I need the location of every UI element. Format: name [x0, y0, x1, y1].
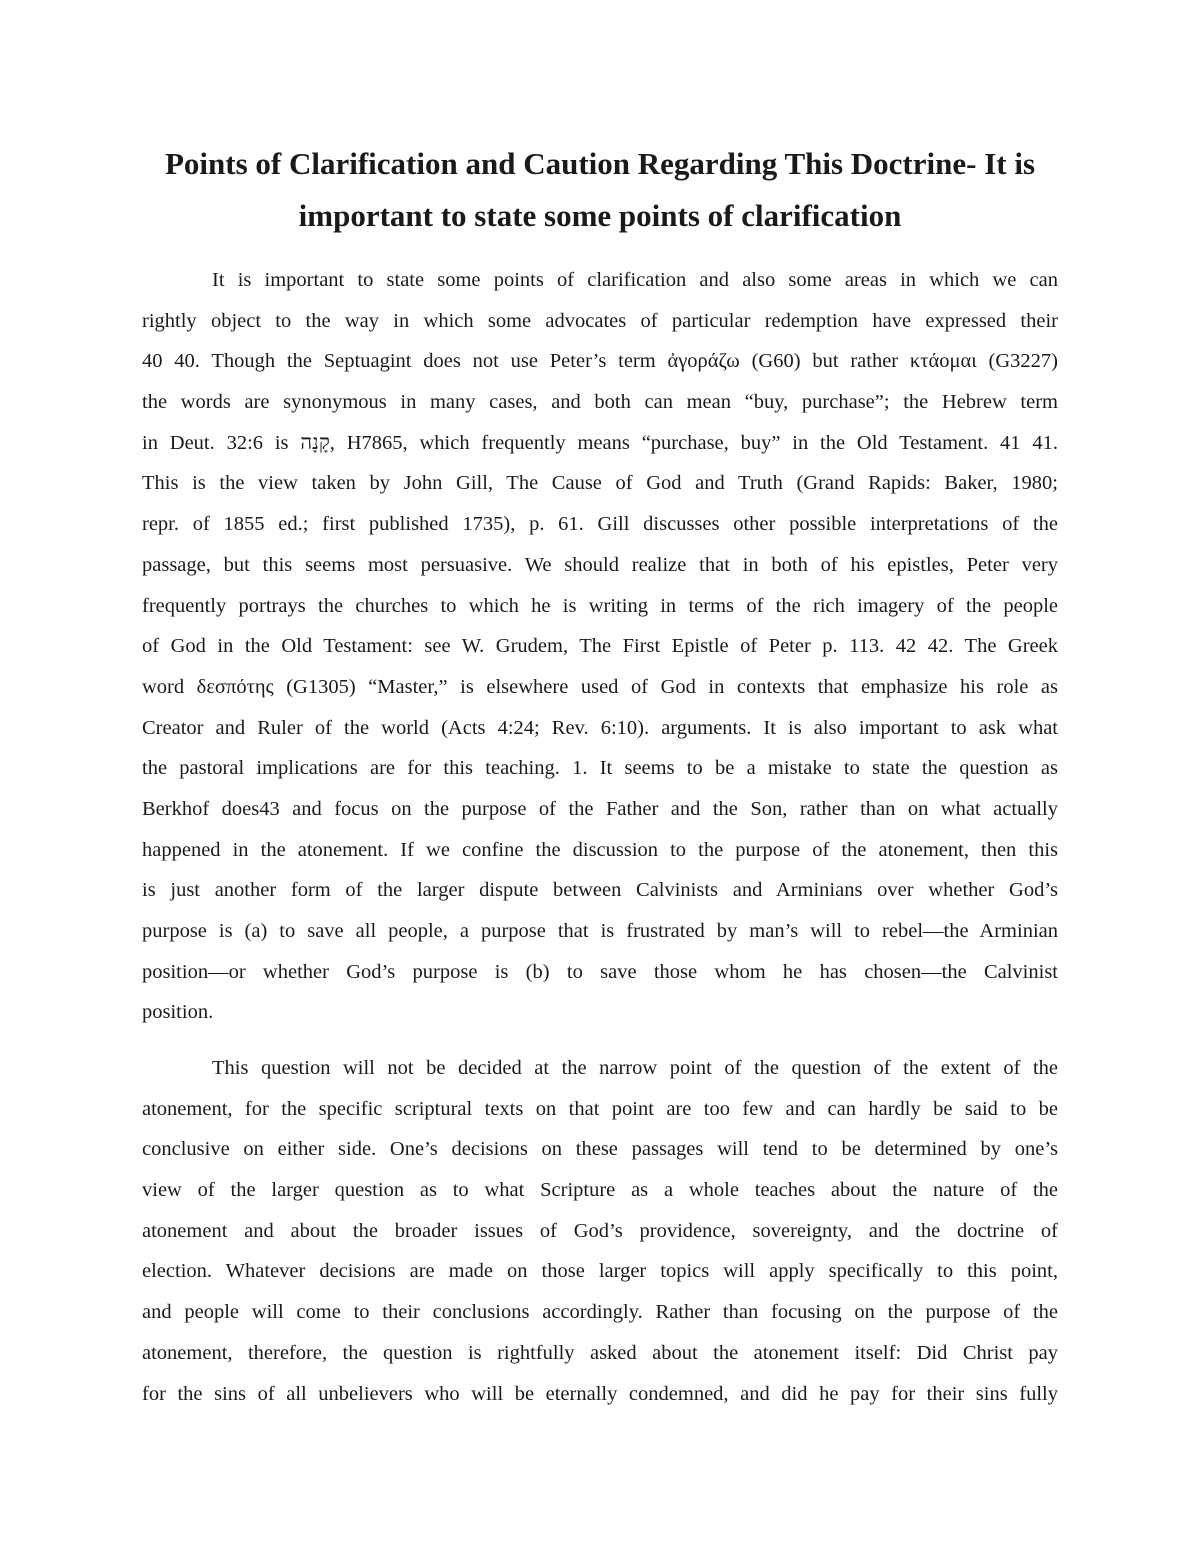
text-line: word δεσπότης (G1305) “Master,” is elsewhere used of God in contexts that emphasize his role as [142, 675, 1058, 698]
text-line: Creator and Ruler of the world (Acts 4:24; Rev. 6:10). arguments. It is also important to ask what [142, 716, 1058, 739]
text-line: passage, but this seems most persuasive. We should realize that in both of his epistles, Peter very [142, 553, 1058, 576]
text-line: This is the view taken by John Gill, The Cause of God and Truth (Grand Rapids: Baker, 1980; [142, 472, 1058, 495]
text-line: Berkhof does43 and focus on the purpose of the Father and the Son, rather than on what actually [142, 797, 1058, 820]
title-line: Points of Clarification and Caution Regarding This Doctrine- It is [164, 146, 1036, 181]
text-line: frequently portrays the churches to which he is writing in terms of the rich imagery of the people [142, 594, 1058, 617]
text-line: conclusive on either side. One’s decisions on these passages will tend to be determined by one’s [142, 1138, 1058, 1161]
text-line: the pastoral implications are for this teaching. 1. It seems to be a mistake to state the question as [142, 757, 1058, 780]
text-line: repr. of 1855 ed.; first published 1735), p. 61. Gill discusses other possible interpretations of the [142, 513, 1058, 536]
text-line: atonement and about the broader issues of God’s providence, sovereignty, and the doctrine of [142, 1219, 1058, 1242]
title-line: important to state some points of clarification [298, 198, 902, 233]
text-line: happened in the atonement. If we confine the discussion to the purpose of the atonement, then this [142, 838, 1058, 861]
page-title [140, 138, 1060, 242]
text-line: position—or whether God’s purpose is (b) to save those whom he has chosen—the Calvinist [142, 960, 1058, 983]
text-line: election. Whatever decisions are made on those larger topics will apply specifically to this point, [142, 1260, 1058, 1283]
text-line: rightly object to the way in which some advocates of particular redemption have expressed their [142, 309, 1058, 332]
text-line: the words are synonymous in many cases, and both can mean “buy, purchase”; the Hebrew term [142, 391, 1058, 414]
text-line: is just another form of the larger dispute between Calvinists and Arminians over whether God’s [142, 879, 1058, 902]
text-line: of God in the Old Testament: see W. Grudem, The First Epistle of Peter p. 113. 42 42. The Greek [142, 635, 1058, 658]
text-line: atonement, therefore, the question is rightfully asked about the atonement itself: Did Christ pay [142, 1341, 1058, 1364]
text-line: for the sins of all unbelievers who will be eternally condemned, and did he pay for their sins fully [142, 1382, 1058, 1405]
text-line: atonement, for the specific scriptural texts on that point are too few and can hardly be said to be [142, 1097, 1058, 1120]
text-line: This question will not be decided at the narrow point of the question of the extent of the [212, 1057, 1058, 1079]
text-line: and people will come to their conclusions accordingly. Rather than focusing on the purpose of the [142, 1301, 1058, 1324]
text-line: position. [142, 1001, 214, 1024]
text-line: in Deut. 32:6 is קָנָה, H7865, which frequently means “purchase, buy” in the Old Testament. 41 41. [142, 431, 1058, 454]
text-line: 40 40. Though the Septuagint does not use Peter’s term ἀγοράζω (G60) but rather κτάομαι (G3227) [142, 350, 1058, 373]
text-line: purpose is (a) to save all people, a purpose that is frustrated by man’s will to rebel—the Arminian [142, 920, 1058, 942]
text-line: It is important to state some points of clarification and also some areas in which we can [212, 269, 1058, 291]
paragraph-2 [142, 1048, 1058, 1414]
paragraph-1 [142, 260, 1058, 1033]
text-line: view of the larger question as to what Scripture as a whole teaches about the nature of the [142, 1179, 1058, 1202]
